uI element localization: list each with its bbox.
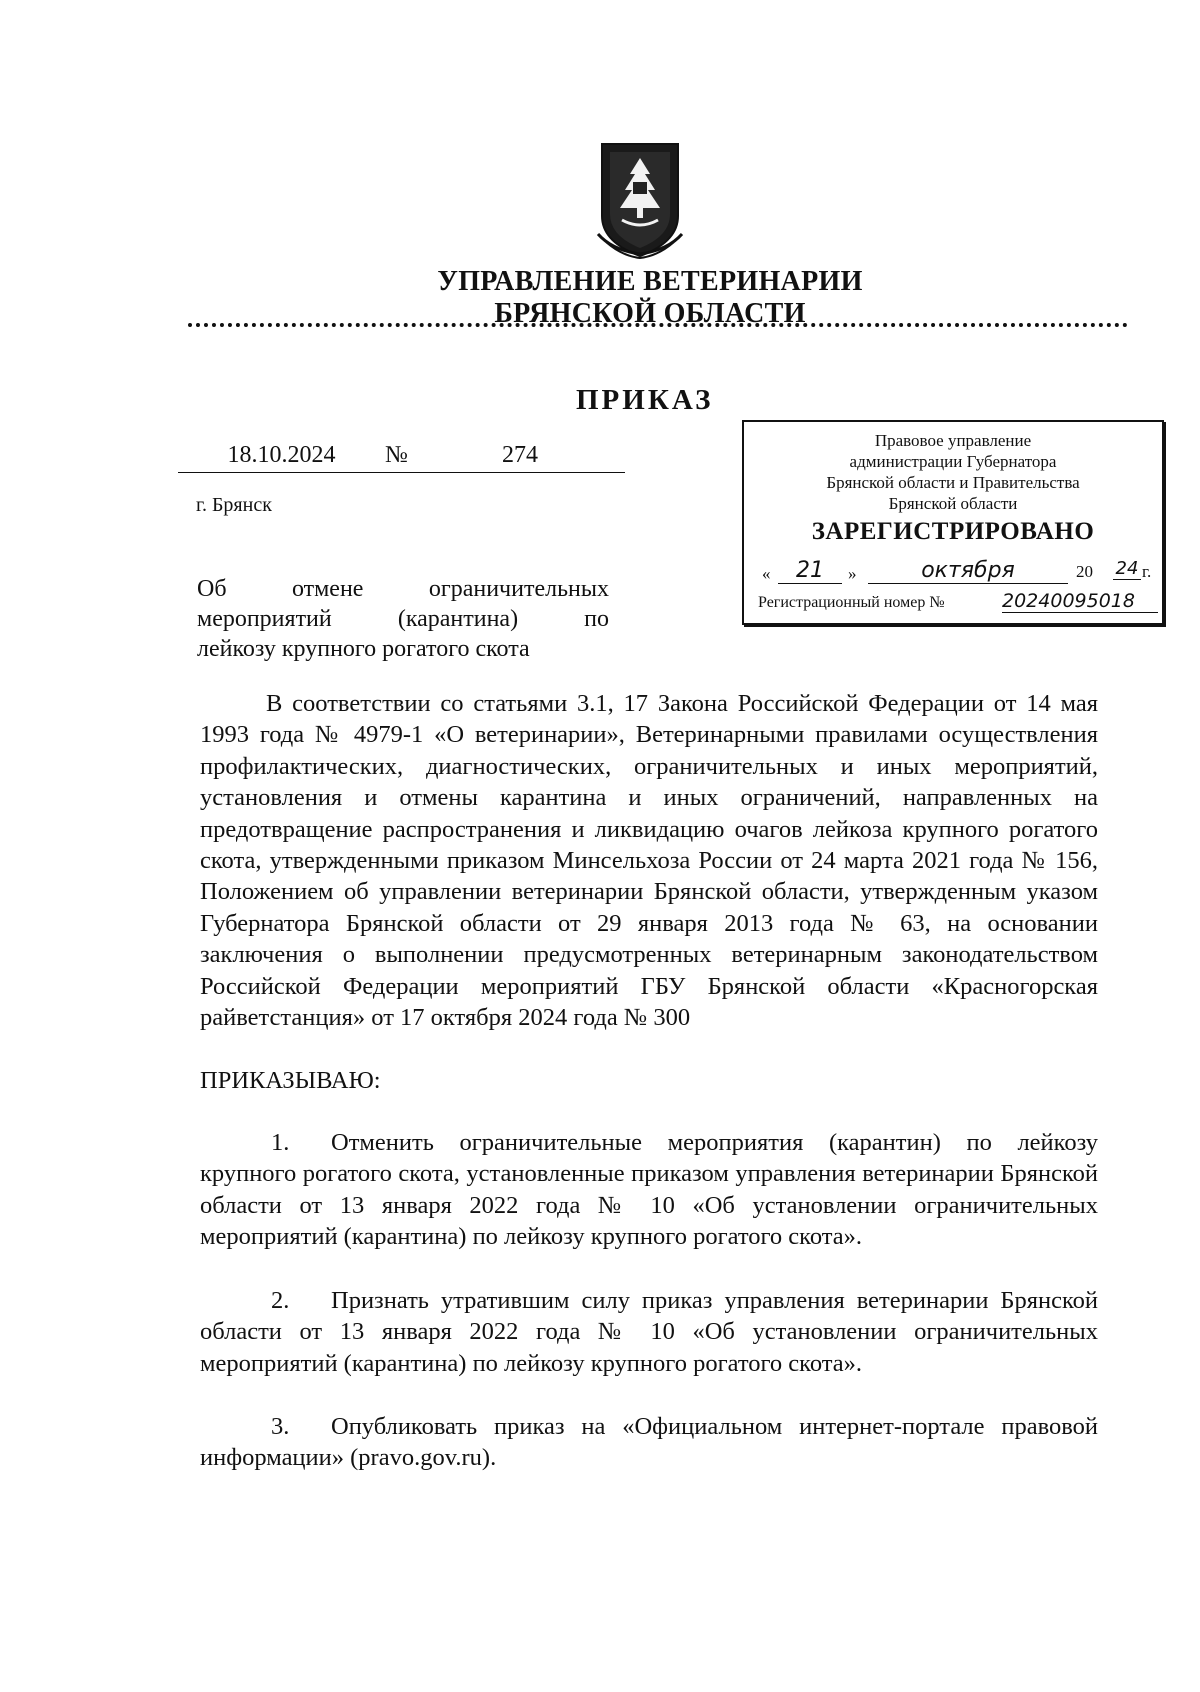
stamp-registered-label: ЗАРЕГИСТРИРОВАНО [811,518,1095,545]
item-number: 2. [271,1287,290,1314]
stamp-day: 21 [778,558,842,584]
stamp-reg-row [758,590,1154,622]
quote-close: » [848,564,857,583]
document-date: 18.10.2024 [178,442,385,473]
order-item [200,1411,1098,1474]
preamble [200,688,1098,1033]
document-city: г. Брянск [196,494,272,516]
coat-of-arms-icon [592,138,688,266]
item-number: 1. [271,1129,290,1156]
number-label: № [385,442,415,473]
quote-open: « [762,564,771,583]
order-item [200,1127,1098,1253]
item-text: Опубликовать приказ на «Официальном интернет-портале правовой информации» (pravo.gov.ru). [200,1413,1098,1472]
stamp-year-prefix: 20 [1076,562,1093,581]
stamp-year-suffix: г. [1142,562,1152,581]
item-number: 3. [271,1413,290,1440]
stamp-line: Брянской области [888,494,1018,513]
stamp-line: Правовое управление [874,431,1032,450]
document-number: 274 [415,442,625,473]
organization-name-line1: УПРАВЛЕНИЕ ВЕТЕРИНАРИИ [437,266,863,297]
subject-line: мероприятий (карантина) по [197,606,609,632]
item-text: Отменить ограничительные мероприятия (карантин) по лейкозу крупного рогатого скота, установленные приказом управления ветеринарии Брянской области от 13 января 2022 года № 10 «Об установлении ограничительных мероприятий (карантина) по лейкозу крупного рогатого скота». [200,1129,1098,1251]
document-title: ПРИКАЗ [576,384,714,416]
stamp-reg-label: Регистрационный номер № [758,594,945,611]
organization-name-line2: БРЯНСКОЙ ОБЛАСТИ [494,298,806,329]
order-item [200,1285,1098,1379]
stamp-line: администрации Губернатора [849,452,1057,471]
stamp-month: октября [868,558,1068,584]
document-subject [197,574,609,664]
stamp-year: 24 [1113,558,1141,580]
item-text: Признать утратившим силу приказ управления ветеринарии Брянской области от 13 января 2022 года № 10 «Об установлении ограничительных мероприятий (карантина) по лейкозу крупного рогатого скота». [200,1287,1098,1377]
stamp-reg-number: 20240095018 [1002,590,1158,613]
order-word: ПРИКАЗЫВАЮ: [200,1067,381,1094]
subject-line: Об отмене ограничительных [197,576,609,602]
header-divider [188,323,1128,327]
preamble-text: В соответствии со статьями 3.1, 17 Закона Российской Федерации от 14 мая 1993 года № 4979-1 «О ветеринарии», Ветеринарными правилами осуществления профилактических, диагностических, ограничительных и иных мероприятий, установления и отмены карантина и иных ограничений, направленных на предотвращение распространения и ликвидацию очагов лейкоза крупного рогатого скота, утвержденными приказом Минсельхоза России от 24 марта 2021 года № 156, Положением об управлении ветеринарии Брянской области, утвержденным указом Губернатора Брянской области от 29 января 2013 года № 63, на основании заключения о выполнении предусмотренных ветеринарным законодательством Российской Федерации мероприятий ГБУ Брянской области «Красногорская райветстанция» от 17 октября 2024 года № 300 [200,690,1098,1032]
stamp-date-row [758,558,1154,586]
registration-stamp [742,420,1164,625]
subject-line: лейкозу крупного рогатого скота [197,636,530,662]
stamp-line: Брянской области и Правительства [826,473,1080,492]
